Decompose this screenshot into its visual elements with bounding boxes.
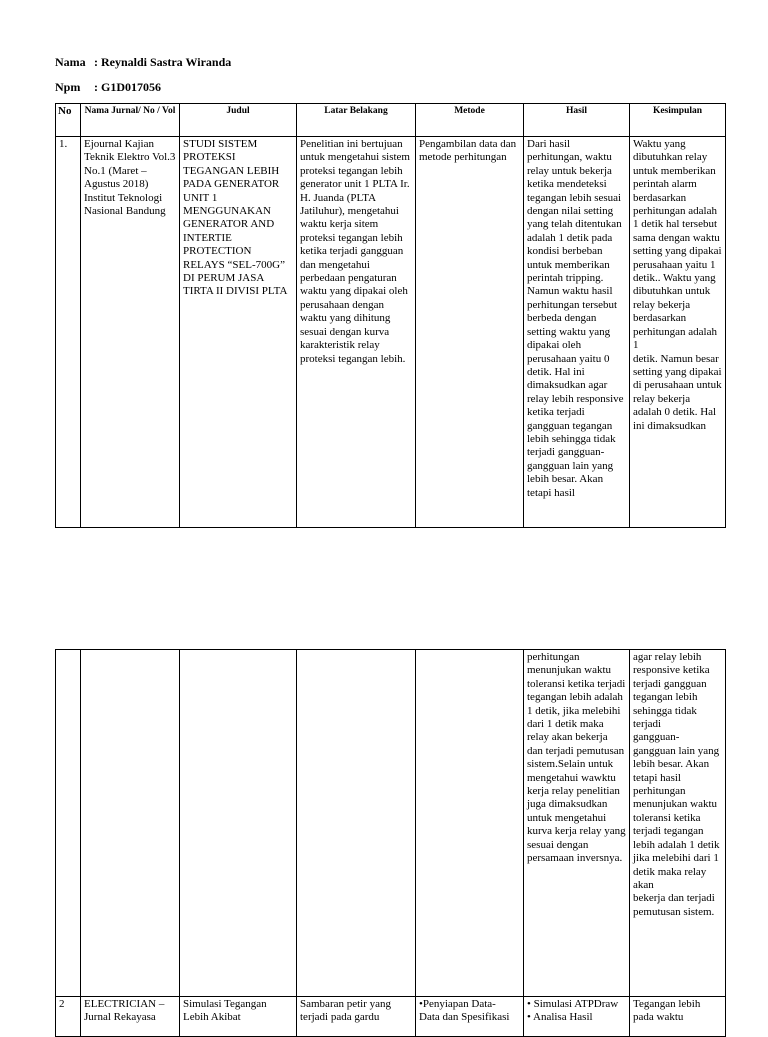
row1-latar: Penelitian ini bertujuan untuk mengetahui sistem proteksi tegangan lebih generator unit 1 PLTA Ir. H. Juanda (PLTA Jatiluhur), mengetahui waktu kerja sitem proteksi tegangan lebih ketika terjadi gangguan dan mengetahui perbedaan pengaturan waktu yang dipakai oleh perusahaan dengan waktu yang dihitung sesuai dengan kurva karakteristik relay proteksi tegangan lebih.: [297, 137, 416, 528]
row1-no: 1.: [56, 137, 81, 528]
row2-jurnal: ELECTRICIAN – Jurnal Rekayasa: [81, 997, 180, 1037]
name-label: Nama: [55, 55, 86, 69]
col-header-judul: Judul: [180, 104, 297, 137]
page-break: [0, 586, 768, 646]
journal-table-page1: [55, 103, 726, 528]
row1-cont-metode: [416, 650, 524, 997]
row1-cont-judul: [180, 650, 297, 997]
col-header-latar: Latar Belakang: [297, 104, 416, 137]
row1-metode: Pengambilan data dan metode perhitungan: [416, 137, 524, 528]
table-row: [56, 650, 726, 997]
row1-hasil: Dari hasil perhitungan, waktu relay untuk bekerja ketika mendeteksi tegangan lebih sesuai dengan nilai setting yang telah ditentukan adalah 1 detik pada kondisi berbeban untuk memberikan perintah tripping. Namun waktu hasil perhitungan tersebut berbeda dengan setting waktu yang dipakai oleh perusahaan yaitu 0 detik. Hal ini dimaksudkan agar relay lebih responsive ketika terjadi gangguan tegangan lebih sehingga tidak terjadi gangguan-gangguan lain yang lebih besar. Akan tetapi hasil: [524, 137, 630, 528]
row1-cont-jurnal: [81, 650, 180, 997]
col-header-jurnal: Nama Jurnal/ No / Vol: [81, 104, 180, 137]
row2-kesimpulan: Tegangan lebih pada waktu: [630, 997, 726, 1037]
row1-cont-hasil: perhitungan menunjukan waktu toleransi ketika terjadi tegangan lebih adalah 1 detik, jika melebihi dari 1 detik maka relay akan bekerja dan terjadi pemutusan sistem.Selain untuk mengetahui wawktu kerja relay penelitian juga dimaksudkan untuk mengetahui kurva kerja relay yang sesuai dengan persamaan inversnya.: [524, 650, 630, 997]
student-name-line: [55, 55, 231, 70]
table-row: [56, 997, 726, 1037]
row2-judul: Simulasi Tegangan Lebih Akibat: [180, 997, 297, 1037]
row1-jurnal: Ejournal Kajian Teknik Elektro Vol.3 No.1 (Maret – Agustus 2018) Institut Teknologi Nasional Bandung: [81, 137, 180, 528]
row1-kesimpulan: Waktu yang dibutuhkan relay untuk memberikan perintah alarm berdasarkan perhitungan adalah 1 detik hal tersebut sama dengan waktu setting yang dipakai perusahaan yaitu 1 detik.. Waktu yang dibutuhkan untuk relay bekerja berdasarkan perhitungan adalah 1 detik. Namun besar setting yang dipakai di perusahaan untuk relay bekerja adalah 0 detik. Hal ini dimaksudkan: [630, 137, 726, 528]
col-header-hasil: Hasil: [524, 104, 630, 137]
col-header-kesimpulan: Kesimpulan: [630, 104, 726, 137]
journal-table-page2: [55, 649, 726, 1037]
row2-metode: •Penyiapan Data- Data dan Spesifikasi: [416, 997, 524, 1037]
row2-hasil: • Simulasi ATPDraw • Analisa Hasil: [524, 997, 630, 1037]
row1-judul: STUDI SISTEM PROTEKSI TEGANGAN LEBIH PADA GENERATOR UNIT 1 MENGGUNAKAN GENERATOR AND INTERTIE PROTECTION RELAYS “SEL-700G” DI PERUM JASA TIRTA II DIVISI PLTA: [180, 137, 297, 528]
table-header-row: [56, 104, 726, 137]
student-npm-line: [55, 80, 161, 95]
row1-cont-latar: [297, 650, 416, 997]
table-row: [56, 137, 726, 528]
row1-cont-no: [56, 650, 81, 997]
row1-cont-kesimpulan: agar relay lebih responsive ketika terjadi gangguan tegangan lebih sehingga tidak terjadi gangguan-gangguan lain yang lebih besar. Akan tetapi hasil perhitungan menunjukan waktu toleransi ketika terjadi tegangan lebih adalah 1 detik jika melebihi dari 1 detik maka relay akan bekerja dan terjadi pemutusan sistem.: [630, 650, 726, 997]
npm-label: Npm: [55, 80, 81, 94]
npm-value: : G1D017056: [94, 80, 161, 94]
row2-latar: Sambaran petir yang terjadi pada gardu: [297, 997, 416, 1037]
col-header-metode: Metode: [416, 104, 524, 137]
col-header-no: No: [56, 104, 81, 137]
row2-no: 2: [56, 997, 81, 1037]
name-value: : Reynaldi Sastra Wiranda: [94, 55, 232, 69]
